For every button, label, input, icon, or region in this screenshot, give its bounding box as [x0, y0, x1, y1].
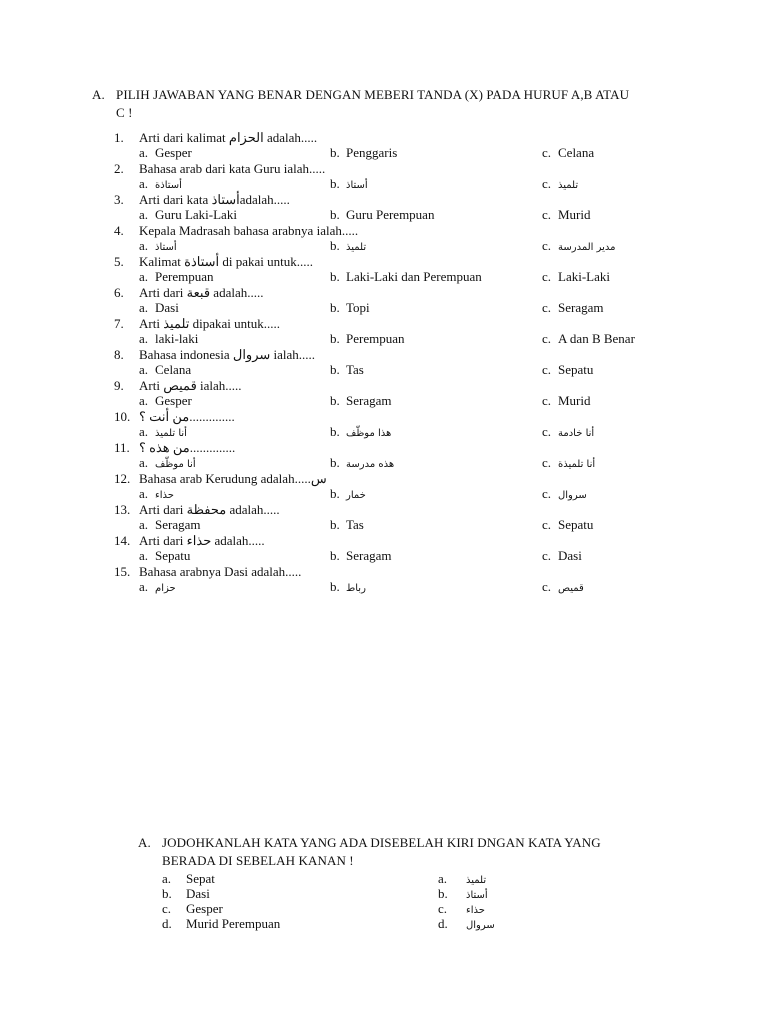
answer-option-c[interactable]: [542, 331, 635, 347]
match-left-text: Gesper: [186, 901, 223, 916]
option-letter: b.: [330, 579, 340, 594]
option-text: Tas: [346, 517, 364, 532]
answer-option-a[interactable]: [139, 362, 191, 378]
question-text: Bahasa arabnya Dasi adalah.....: [139, 564, 302, 579]
question-text: Arti dari حذاء adalah.....: [139, 533, 265, 548]
option-letter: a.: [139, 486, 149, 501]
match-left-text: Murid Perempuan: [186, 916, 281, 931]
question-text: Bahasa arab Kerudung adalah.....س: [139, 471, 327, 486]
option-text: Celana: [558, 145, 595, 160]
option-text: Tas: [346, 362, 364, 377]
option-letter: b.: [330, 517, 340, 532]
answer-option-c[interactable]: [542, 269, 610, 285]
matching-list: [138, 871, 698, 935]
option-letter: b.: [330, 176, 340, 191]
answer-option-c[interactable]: [542, 176, 578, 192]
option-text: قميص: [558, 583, 584, 594]
answer-option-b[interactable]: [330, 393, 391, 409]
option-text: Dasi: [155, 300, 179, 315]
option-letter: a.: [139, 517, 149, 532]
answer-option-a[interactable]: [139, 579, 176, 595]
option-letter: b.: [330, 424, 340, 439]
option-text: تلميذ: [558, 180, 579, 191]
match-right-item[interactable]: [438, 901, 485, 916]
option-text: Sepatu: [155, 548, 191, 563]
question-number: 9.: [114, 378, 124, 393]
option-text: Murid: [558, 393, 591, 408]
answer-option-b[interactable]: [330, 455, 394, 471]
match-right-letter: b.: [438, 886, 448, 901]
option-letter: b.: [330, 486, 340, 501]
answer-option-b[interactable]: [330, 424, 391, 440]
question-number: 8.: [114, 347, 124, 362]
option-letter: c.: [542, 393, 552, 408]
option-text: A dan B Benar: [558, 331, 635, 346]
option-text: أستاذ: [346, 180, 368, 191]
answer-option-c[interactable]: [542, 517, 593, 533]
answer-option-a[interactable]: [139, 207, 237, 223]
answer-option-b[interactable]: [330, 300, 370, 316]
question-number: 13.: [114, 502, 131, 517]
question-text: Bahasa indonesia سروال ialah.....: [139, 347, 316, 362]
question-text: Kalimat أستاذة di pakai untuk.....: [139, 254, 314, 269]
answer-option-c[interactable]: [542, 486, 587, 502]
option-text: Penggaris: [346, 145, 398, 160]
option-letter: c.: [542, 207, 552, 222]
section-a-instruction: [92, 86, 692, 122]
answer-option-b[interactable]: [330, 548, 391, 564]
section-matching: [138, 834, 698, 935]
option-text: Guru Perempuan: [346, 207, 435, 222]
section-multiple-choice: [92, 86, 692, 595]
question-number: 14.: [114, 533, 131, 548]
answer-option-a[interactable]: [139, 176, 182, 192]
option-text: Perempuan: [155, 269, 214, 284]
match-right-letter: d.: [438, 916, 448, 931]
option-letter: a.: [139, 207, 149, 222]
question-item: [92, 471, 692, 502]
answer-option-b[interactable]: [330, 238, 366, 254]
match-right-letter: c.: [438, 901, 448, 916]
option-letter: c.: [542, 362, 552, 377]
option-letter: a.: [139, 455, 149, 470]
section-b-marker: A.: [138, 835, 151, 850]
option-text: خمار: [346, 490, 366, 501]
answer-option-b[interactable]: [330, 486, 366, 502]
match-left-letter: a.: [162, 871, 172, 886]
option-letter: a.: [139, 269, 149, 284]
question-number: 12.: [114, 471, 131, 486]
option-letter: c.: [542, 331, 552, 346]
option-letter: a.: [139, 393, 149, 408]
option-text: حذاء: [155, 490, 174, 501]
question-text: Arti dari محفظة adalah.....: [139, 502, 280, 517]
answer-option-b[interactable]: [330, 269, 482, 285]
option-text: Sepatu: [558, 517, 594, 532]
option-letter: a.: [139, 145, 149, 160]
question-text: Arti dari kata أستاذadalah.....: [139, 192, 290, 207]
option-text: هذه مدرسة: [346, 459, 395, 470]
option-letter: a.: [139, 331, 149, 346]
option-letter: c.: [542, 548, 552, 563]
question-item: [92, 161, 692, 192]
answer-option-c[interactable]: [542, 238, 616, 254]
answer-option-b[interactable]: [330, 207, 434, 223]
option-text: هذا موظّف: [346, 428, 392, 439]
option-letter: c.: [542, 579, 552, 594]
question-item: [92, 347, 692, 378]
option-text: سروال: [558, 490, 587, 501]
answer-option-c[interactable]: [542, 579, 584, 595]
option-letter: b.: [330, 455, 340, 470]
option-text: Seragam: [346, 548, 392, 563]
answer-option-c[interactable]: [542, 455, 595, 471]
answer-option-a[interactable]: [139, 300, 179, 316]
option-text: Seragam: [558, 300, 604, 315]
option-letter: c.: [542, 176, 552, 191]
option-letter: a.: [139, 548, 149, 563]
section-b-instruction-line1: JODOHKANLAH KATA YANG ADA DISEBELAH KIRI DNGAN KATA YANG: [162, 835, 601, 850]
option-text: Guru Laki-Laki: [155, 207, 237, 222]
question-text: Arti dari kalimat الحزام adalah.....: [139, 130, 318, 145]
match-right-text: حذاء: [466, 905, 485, 916]
option-text: Seragam: [346, 393, 392, 408]
match-left-item[interactable]: [162, 916, 280, 931]
question-item: [92, 285, 692, 316]
option-text: laki-laki: [155, 331, 199, 346]
option-letter: b.: [330, 145, 340, 160]
question-item: [92, 502, 692, 533]
match-right-text: سروال: [466, 920, 495, 931]
option-text: أنا خادمة: [558, 428, 595, 439]
option-letter: b.: [330, 238, 340, 253]
match-left-letter: d.: [162, 916, 172, 931]
option-letter: c.: [542, 486, 552, 501]
option-text: أستاذة: [155, 180, 182, 191]
question-number: 7.: [114, 316, 124, 331]
option-text: Topi: [346, 300, 370, 315]
option-letter: b.: [330, 393, 340, 408]
option-text: Perempuan: [346, 331, 405, 346]
option-text: حزام: [155, 583, 176, 594]
match-right-item[interactable]: [438, 871, 486, 886]
question-text: من أنت ؟..............: [139, 409, 235, 424]
match-right-item[interactable]: [438, 916, 495, 931]
question-text: Bahasa arab dari kata Guru ialah.....: [139, 161, 326, 176]
match-left-letter: c.: [162, 901, 172, 916]
section-a-instruction-line1: PILIH JAWABAN YANG BENAR DENGAN MEBERI TANDA (X) PADA HURUF A,B ATAU: [116, 87, 630, 102]
match-left-text: Sepat: [186, 871, 215, 886]
question-item: [92, 192, 692, 223]
question-number: 15.: [114, 564, 131, 579]
option-letter: b.: [330, 362, 340, 377]
match-left-item[interactable]: [162, 901, 223, 916]
answer-option-c[interactable]: [542, 362, 593, 378]
question-number: 4.: [114, 223, 124, 238]
answer-option-c[interactable]: [542, 393, 591, 409]
answer-option-b[interactable]: [330, 176, 368, 192]
option-text: Laki-Laki: [558, 269, 610, 284]
answer-option-c[interactable]: [542, 424, 594, 440]
answer-option-a[interactable]: [139, 238, 177, 254]
question-text: Kepala Madrasah bahasa arabnya ialah.....: [139, 223, 359, 238]
match-right-text: أستاذ: [466, 890, 488, 901]
question-number: 2.: [114, 161, 124, 176]
question-item: [92, 409, 692, 440]
answer-option-a[interactable]: [139, 548, 190, 564]
option-letter: c.: [542, 269, 552, 284]
question-item: [92, 440, 692, 471]
answer-option-b[interactable]: [330, 145, 397, 161]
section-b-instruction: [138, 834, 698, 870]
option-text: Laki-Laki dan Perempuan: [346, 269, 482, 284]
answer-option-c[interactable]: [542, 207, 591, 223]
answer-option-b[interactable]: [330, 331, 404, 347]
question-item: [92, 130, 692, 161]
option-letter: c.: [542, 145, 552, 160]
question-item: [92, 223, 692, 254]
option-text: تلميذ: [346, 242, 367, 253]
answer-option-a[interactable]: [139, 455, 196, 471]
answer-option-c[interactable]: [542, 300, 603, 316]
answer-option-a[interactable]: [139, 517, 200, 533]
question-item: [92, 378, 692, 409]
option-text: Celana: [155, 362, 192, 377]
question-number: 5.: [114, 254, 124, 269]
answer-option-a[interactable]: [139, 424, 187, 440]
answer-option-b[interactable]: [330, 362, 364, 378]
question-number: 6.: [114, 285, 124, 300]
question-item: [92, 533, 692, 564]
question-number: 3.: [114, 192, 124, 207]
question-list: [92, 130, 692, 595]
option-text: Gesper: [155, 393, 192, 408]
answer-option-a[interactable]: [139, 393, 192, 409]
option-letter: a.: [139, 300, 149, 315]
option-letter: b.: [330, 269, 340, 284]
option-letter: c.: [542, 424, 552, 439]
option-letter: b.: [330, 207, 340, 222]
option-text: Murid: [558, 207, 591, 222]
option-letter: a.: [139, 424, 149, 439]
option-text: رباط: [346, 583, 366, 594]
question-item: [92, 564, 692, 595]
answer-option-c[interactable]: [542, 548, 582, 564]
answer-option-c[interactable]: [542, 145, 594, 161]
option-text: Sepatu: [558, 362, 594, 377]
answer-option-a[interactable]: [139, 486, 174, 502]
option-letter: a.: [139, 579, 149, 594]
question-number: 11.: [114, 440, 130, 455]
answer-option-a[interactable]: [139, 145, 192, 161]
option-letter: b.: [330, 548, 340, 563]
option-letter: c.: [542, 455, 552, 470]
answer-option-a[interactable]: [139, 269, 213, 285]
option-text: Dasi: [558, 548, 582, 563]
option-letter: a.: [139, 362, 149, 377]
question-item: [92, 316, 692, 347]
option-text: أنا تلميذة: [558, 459, 596, 470]
option-text: أنا تلميذ: [155, 428, 187, 439]
option-letter: b.: [330, 331, 340, 346]
match-left-text: Dasi: [186, 886, 210, 901]
section-a-marker: A.: [92, 87, 105, 102]
option-letter: b.: [330, 300, 340, 315]
match-right-text: تلميذ: [466, 875, 487, 886]
option-letter: c.: [542, 238, 552, 253]
option-text: مدير المدرسة: [558, 242, 616, 253]
option-letter: a.: [139, 176, 149, 191]
option-text: Gesper: [155, 145, 192, 160]
option-text: Seragam: [155, 517, 201, 532]
section-b-instruction-line2: BERADA DI SEBELAH KANAN !: [162, 853, 354, 868]
match-left-item[interactable]: [162, 886, 210, 901]
question-text: Arti قميص ialah.....: [139, 378, 242, 393]
section-a-instruction-line2: C !: [116, 105, 133, 120]
match-right-item[interactable]: [438, 886, 488, 901]
answer-option-b[interactable]: [330, 517, 364, 533]
question-number: 10.: [114, 409, 131, 424]
option-letter: c.: [542, 517, 552, 532]
match-left-item[interactable]: [162, 871, 215, 886]
match-left-letter: b.: [162, 886, 172, 901]
answer-option-a[interactable]: [139, 331, 198, 347]
question-text: من هذه ؟..............: [139, 440, 236, 455]
question-item: [92, 254, 692, 285]
question-text: Arti تلميذ dipakai untuk.....: [139, 316, 281, 331]
question-number: 1.: [114, 130, 124, 145]
option-text: أنا موظّف: [155, 459, 196, 470]
option-text: أستاذ: [155, 242, 177, 253]
match-right-letter: a.: [438, 871, 448, 886]
question-text: Arti dari قبعة adalah.....: [139, 285, 264, 300]
answer-option-b[interactable]: [330, 579, 366, 595]
option-letter: a.: [139, 238, 149, 253]
option-letter: c.: [542, 300, 552, 315]
